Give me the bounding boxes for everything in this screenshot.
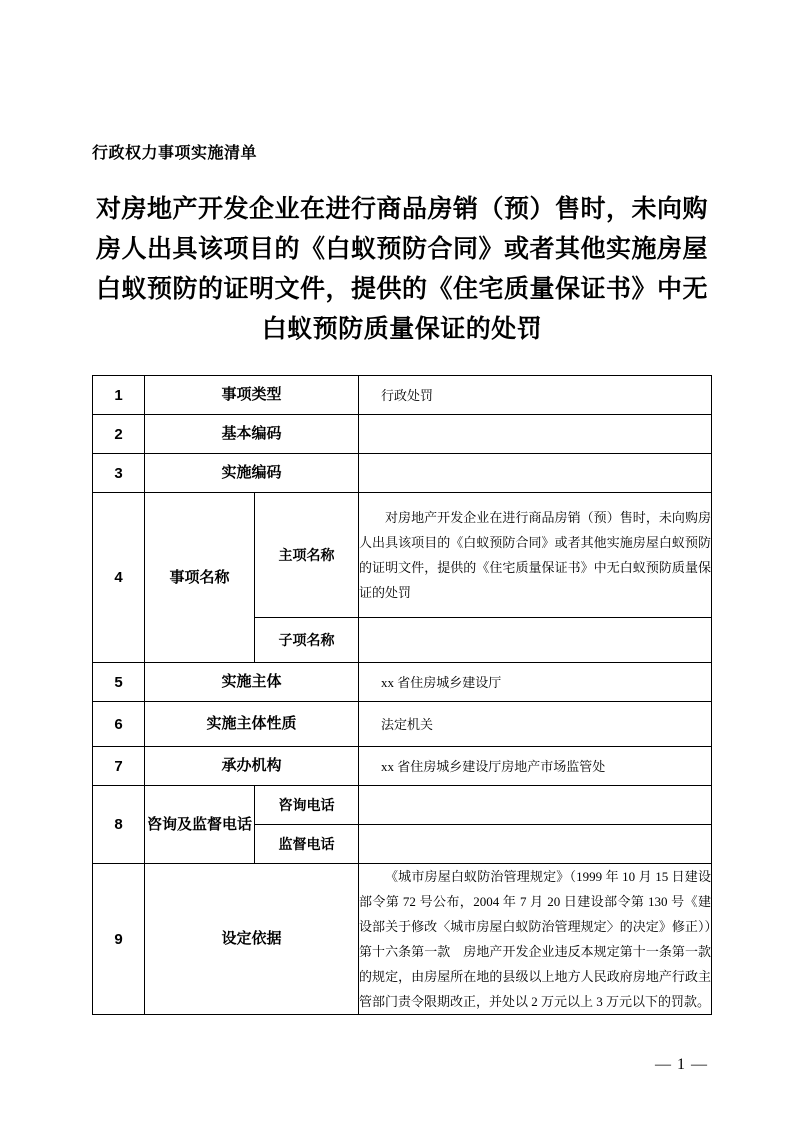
- table-row: [93, 376, 712, 415]
- row-label: 事项名称: [145, 493, 255, 663]
- row-value: [359, 454, 712, 493]
- matters-table: [92, 375, 712, 1015]
- table-row: [93, 454, 712, 493]
- row-number: 2: [93, 415, 145, 454]
- row-sublabel: 子项名称: [255, 618, 359, 663]
- row-value: [359, 786, 712, 825]
- page-number: — 1 —: [655, 1056, 708, 1073]
- row-value: xx 省住房城乡建设厅房地产市场监管处: [359, 747, 712, 786]
- row-number: 3: [93, 454, 145, 493]
- row-number: 6: [93, 702, 145, 747]
- table-row: [93, 702, 712, 747]
- row-value: [359, 618, 712, 663]
- row-label: 事项类型: [145, 376, 359, 415]
- row-sublabel: 咨询电话: [255, 786, 359, 825]
- table-row: [93, 415, 712, 454]
- row-label: 设定依据: [145, 864, 359, 1015]
- row-sublabel: 主项名称: [255, 493, 359, 618]
- row-number: 8: [93, 786, 145, 864]
- table-row: [93, 747, 712, 786]
- row-label: 实施编码: [145, 454, 359, 493]
- row-sublabel: 监督电话: [255, 825, 359, 864]
- table-row: [93, 493, 712, 618]
- row-label: 承办机构: [145, 747, 359, 786]
- table-row: [93, 864, 712, 1015]
- row-value: 行政处罚: [359, 376, 712, 415]
- row-label: 实施主体性质: [145, 702, 359, 747]
- row-number: 4: [93, 493, 145, 663]
- row-value: 对房地产开发企业在进行商品房销（预）售时，未向购房人出具该项目的《白蚁预防合同》或者其他实施房屋白蚁预防的证明文件，提供的《住宅质量保证书》中无白蚁预防质量保证的处罚: [359, 493, 712, 618]
- row-number: 5: [93, 663, 145, 702]
- row-label: 实施主体: [145, 663, 359, 702]
- row-value: 《城市房屋白蚁防治管理规定》（1999 年 10 月 15 日建设部令第 72 号公布，2004 年 7 月 20 日建设部令第 130 号《建设部关于修改〈城市房屋白蚁防治管理规定〉的决定》修正））第十六条第一款 房地产开发企业违反本规定第十一条第一款的规定，由房屋所在地的县级以上地方人民政府房地产行政主管部门责令限期改正，并处以 2 万元以上 3 万元以下的罚款。: [359, 864, 712, 1015]
- row-number: 1: [93, 376, 145, 415]
- row-label: 基本编码: [145, 415, 359, 454]
- row-value: 法定机关: [359, 702, 712, 747]
- table-row: [93, 663, 712, 702]
- row-value: [359, 825, 712, 864]
- row-value: xx 省住房城乡建设厅: [359, 663, 712, 702]
- row-value: [359, 415, 712, 454]
- row-label: 咨询及监督电话: [145, 786, 255, 864]
- table-row: [93, 786, 712, 825]
- row-number: 7: [93, 747, 145, 786]
- row-number: 9: [93, 864, 145, 1015]
- document-header: 行政权力事项实施清单: [92, 145, 258, 162]
- page-title: 对房地产开发企业在进行商品房销（预）售时，未向购房人出具该项目的《白蚁预防合同》或者其他实施房屋白蚁预防的证明文件，提供的《住宅质量保证书》中无白蚁预防质量保证的处罚: [95, 195, 708, 343]
